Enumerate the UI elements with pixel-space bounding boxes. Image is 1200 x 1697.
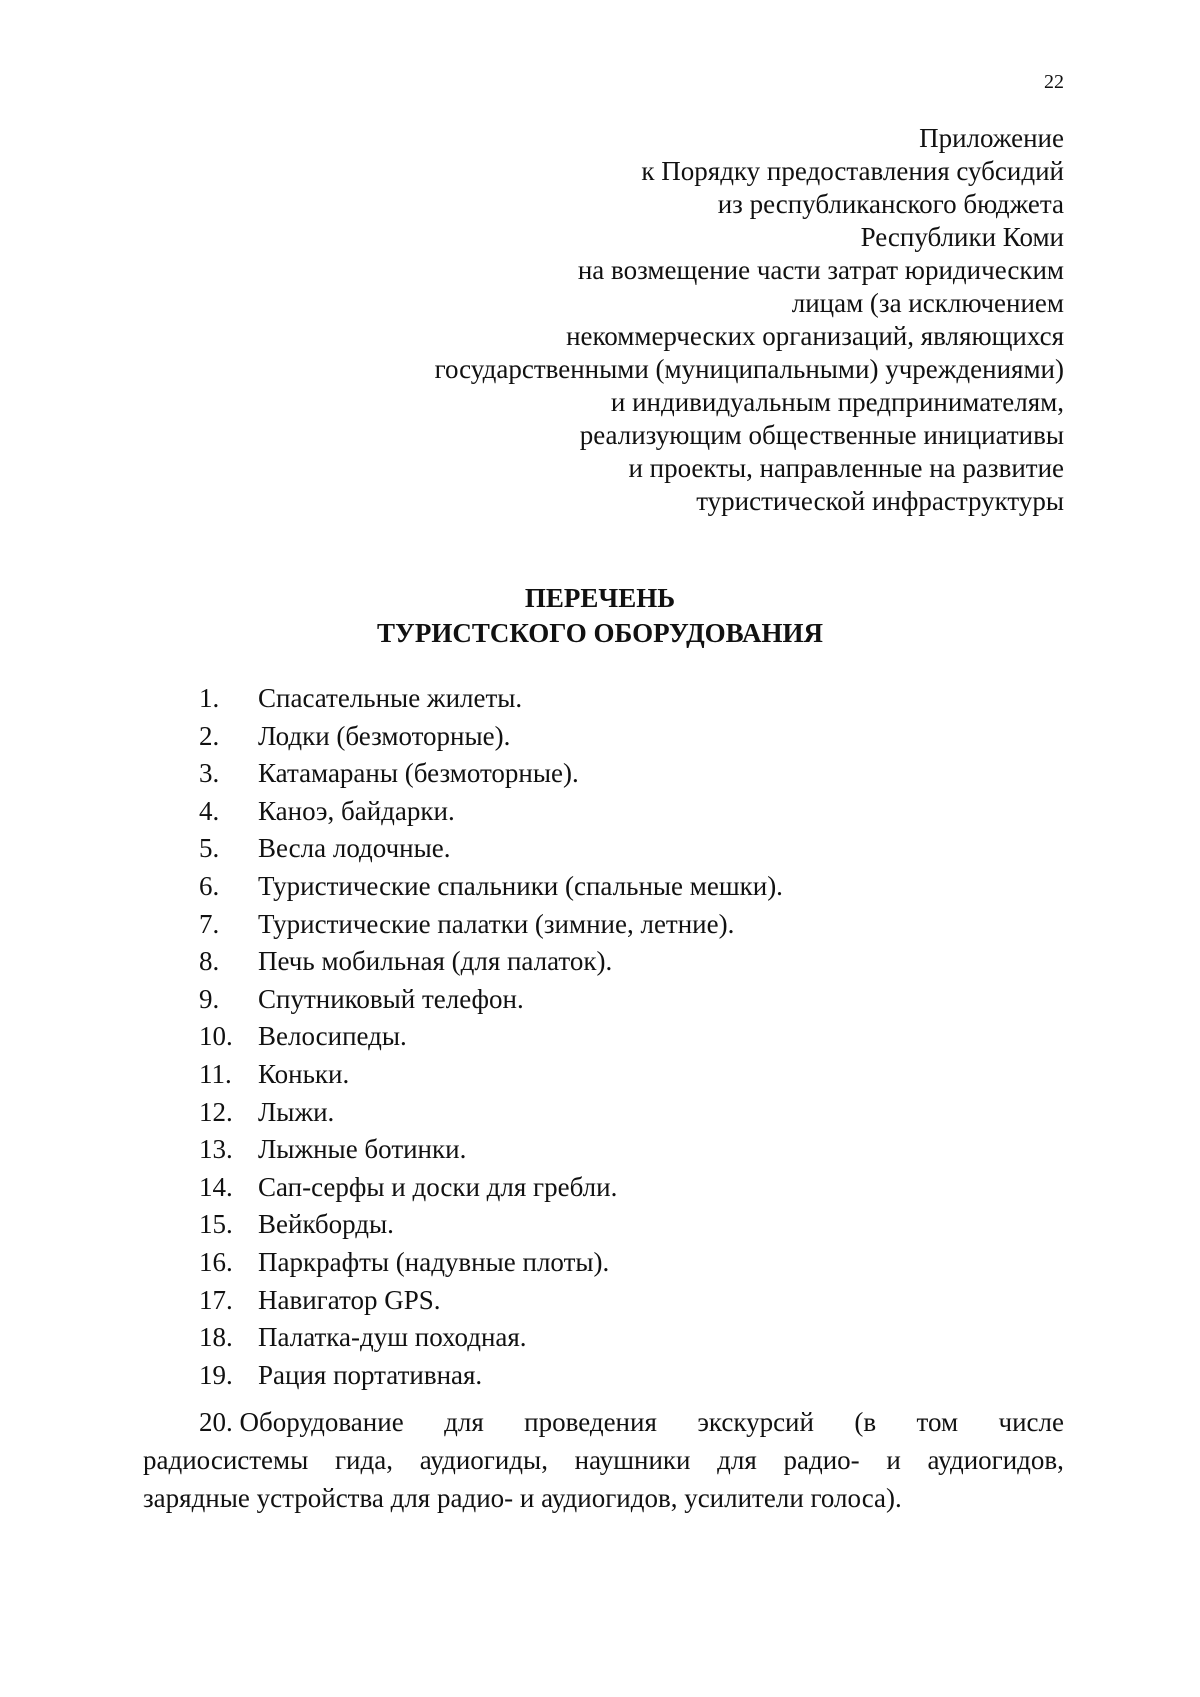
item-text: Катамараны (безмоторные). bbox=[258, 758, 579, 789]
item-number: 16. bbox=[199, 1247, 233, 1277]
title-line: ПЕРЕЧЕНЬ bbox=[524, 583, 676, 613]
item20-word: гида, bbox=[334, 1445, 393, 1475]
item20-word: наушники bbox=[574, 1445, 691, 1475]
item-text: Туристические спальники (спальные мешки). bbox=[258, 871, 783, 901]
item-text: Вейкборды. bbox=[258, 1209, 394, 1240]
item-number: 14. bbox=[199, 1171, 233, 1202]
item-text: Спасательные жилеты. bbox=[258, 683, 523, 713]
list-item bbox=[0, 906, 1200, 942]
item20-word: экскурсий bbox=[697, 1407, 814, 1437]
item-number: 13. bbox=[199, 1134, 233, 1165]
appendix-line: реализующим общественные инициативы bbox=[579, 420, 1064, 450]
item-number: 11. bbox=[199, 1059, 232, 1089]
item-text: Лыжные ботинки. bbox=[258, 1134, 467, 1165]
item-text: Спутниковый телефон. bbox=[258, 983, 524, 1014]
list-item bbox=[0, 1056, 1200, 1092]
list-item bbox=[0, 1169, 1200, 1205]
list-item bbox=[0, 793, 1200, 829]
item-text: Весла лодочные. bbox=[258, 833, 451, 864]
appendix-line: из республиканского бюджета bbox=[717, 189, 1064, 219]
item-number: 19. bbox=[199, 1359, 233, 1390]
item-number: 18. bbox=[199, 1322, 233, 1353]
item20-word: числе bbox=[998, 1407, 1064, 1437]
item-text: Рация портативная. bbox=[258, 1359, 483, 1390]
item20-word: проведения bbox=[524, 1407, 657, 1437]
list-item bbox=[0, 1206, 1200, 1242]
item20-word: для bbox=[444, 1407, 484, 1437]
appendix-line: и проекты, направленные на развитие bbox=[628, 453, 1064, 483]
document-title bbox=[0, 581, 1200, 651]
item-text: Сап-серфы и доски для гребли. bbox=[258, 1171, 618, 1202]
item-text: Паркрафты (надувные плоты). bbox=[258, 1247, 610, 1277]
appendix-line: государственными (муниципальными) учреждениями) bbox=[434, 354, 1064, 384]
list-item bbox=[0, 830, 1200, 866]
list-item bbox=[0, 943, 1200, 979]
list-item bbox=[0, 1319, 1200, 1355]
appendix-header bbox=[300, 122, 1064, 518]
item20-word: и bbox=[886, 1445, 901, 1475]
item-text: Каноэ, байдарки. bbox=[258, 795, 455, 826]
appendix-line: и индивидуальным предпринимателям, bbox=[610, 387, 1064, 417]
item20-word: для bbox=[717, 1445, 757, 1475]
item-number: 17. bbox=[199, 1284, 233, 1315]
item20-word: радиосистемы bbox=[143, 1445, 309, 1475]
appendix-line: туристической инфраструктуры bbox=[696, 486, 1064, 516]
item20-word: радио- bbox=[783, 1445, 860, 1475]
item20-line-1 bbox=[143, 1403, 1064, 1441]
item-text: Печь мобильная (для палаток). bbox=[258, 946, 613, 977]
item20-word: аудиогидов, bbox=[927, 1445, 1064, 1475]
list-item bbox=[0, 755, 1200, 791]
list-item bbox=[0, 1357, 1200, 1393]
item20-word: аудиогиды, bbox=[419, 1445, 548, 1475]
appendix-line: некоммерческих организаций, являющихся bbox=[566, 321, 1064, 351]
item-number: 9. bbox=[199, 983, 220, 1014]
item-text: Лодки (безмоторные). bbox=[258, 720, 511, 751]
appendix-line: Приложение bbox=[919, 123, 1064, 153]
list-item-20 bbox=[143, 1403, 1064, 1517]
page-number: 22 bbox=[1044, 71, 1064, 93]
item-text: Велосипеды. bbox=[258, 1021, 407, 1052]
item-number: 3. bbox=[199, 758, 220, 789]
list-item bbox=[0, 718, 1200, 754]
item-number: 5. bbox=[199, 833, 220, 864]
item20-word: (в bbox=[854, 1407, 877, 1437]
list-item bbox=[0, 868, 1200, 904]
list-item bbox=[0, 981, 1200, 1017]
item-number: 12. bbox=[199, 1096, 233, 1127]
item20-line-3: зарядные устройства для радио- и аудиогидов, усилители голоса). bbox=[143, 1483, 902, 1513]
item20-word: 20. Оборудование bbox=[199, 1407, 404, 1437]
item20-line-2 bbox=[143, 1441, 1064, 1479]
item-number: 15. bbox=[199, 1209, 233, 1240]
item-number: 6. bbox=[199, 871, 220, 901]
appendix-line: Республики Коми bbox=[860, 222, 1064, 252]
item-text: Туристические палатки (зимние, летние). bbox=[258, 908, 735, 939]
item-number: 10. bbox=[199, 1021, 233, 1052]
list-item bbox=[0, 680, 1200, 716]
item20-word: том bbox=[916, 1407, 959, 1437]
item-number: 4. bbox=[199, 795, 220, 826]
title-line: ТУРИСТСКОГО ОБОРУДОВАНИЯ bbox=[377, 618, 823, 648]
item-text: Навигатор GPS. bbox=[258, 1284, 441, 1315]
appendix-line: на возмещение части затрат юридическим bbox=[577, 255, 1064, 285]
item-text: Коньки. bbox=[258, 1059, 350, 1089]
item-text: Палатка-душ походная. bbox=[258, 1322, 527, 1353]
item-text: Лыжи. bbox=[258, 1096, 335, 1127]
appendix-line: лицам (за исключением bbox=[791, 288, 1064, 318]
list-item bbox=[0, 1018, 1200, 1054]
item-number: 8. bbox=[199, 946, 220, 977]
list-item bbox=[0, 1094, 1200, 1130]
item-number: 2. bbox=[199, 720, 220, 751]
list-item bbox=[0, 1131, 1200, 1167]
item-number: 1. bbox=[199, 683, 220, 713]
item-number: 7. bbox=[199, 908, 220, 939]
list-item bbox=[0, 1282, 1200, 1318]
list-item bbox=[0, 1244, 1200, 1280]
appendix-line: к Порядку предоставления субсидий bbox=[641, 156, 1064, 186]
